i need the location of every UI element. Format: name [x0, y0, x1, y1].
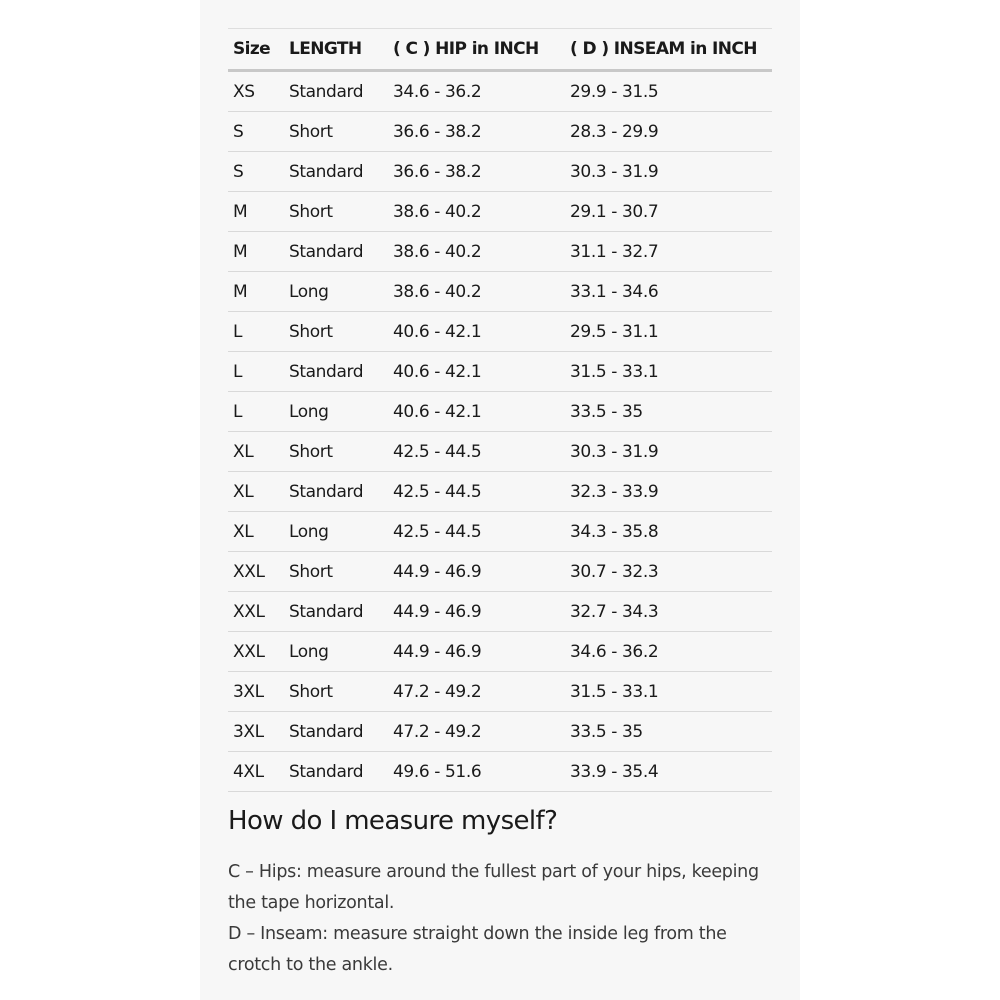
inseam-cell: 30.3 - 31.9	[565, 432, 772, 472]
inseam-cell: 31.5 - 33.1	[565, 352, 772, 392]
inseam-cell: 31.5 - 33.1	[565, 672, 772, 712]
table-row	[228, 272, 772, 312]
size-cell: M	[228, 272, 284, 312]
size-cell: XS	[228, 71, 284, 112]
size-cell: 3XL	[228, 712, 284, 752]
length-cell: Standard	[284, 232, 388, 272]
length-cell: Short	[284, 432, 388, 472]
inseam-cell: 33.5 - 35	[565, 392, 772, 432]
inseam-instruction: D – Inseam: measure straight down the inside leg from the crotch to the ankle.	[228, 924, 727, 975]
length-cell: Standard	[284, 712, 388, 752]
size-chart-table	[228, 28, 772, 792]
measure-instructions	[228, 857, 768, 981]
inseam-cell: 28.3 - 29.9	[565, 112, 772, 152]
size-cell: S	[228, 152, 284, 192]
table-header-row	[228, 29, 772, 71]
table-row	[228, 712, 772, 752]
table-row	[228, 432, 772, 472]
size-cell: XL	[228, 472, 284, 512]
hip-cell: 47.2 - 49.2	[388, 672, 565, 712]
hip-cell: 36.6 - 38.2	[388, 152, 565, 192]
header-size: Size	[228, 29, 284, 71]
hip-cell: 42.5 - 44.5	[388, 432, 565, 472]
table-row	[228, 192, 772, 232]
size-cell: S	[228, 112, 284, 152]
hip-cell: 47.2 - 49.2	[388, 712, 565, 752]
table-row	[228, 312, 772, 352]
table-row	[228, 672, 772, 712]
size-cell: M	[228, 232, 284, 272]
size-cell: XXL	[228, 552, 284, 592]
length-cell: Short	[284, 312, 388, 352]
table-row	[228, 152, 772, 192]
hip-cell: 36.6 - 38.2	[388, 112, 565, 152]
size-cell: XXL	[228, 632, 284, 672]
table-row	[228, 71, 772, 112]
table-row	[228, 512, 772, 552]
measure-section-title: How do I measure myself?	[228, 806, 558, 836]
table-row	[228, 392, 772, 432]
inseam-cell: 32.7 - 34.3	[565, 592, 772, 632]
hip-cell: 44.9 - 46.9	[388, 592, 565, 632]
size-cell: 4XL	[228, 752, 284, 792]
table-row	[228, 112, 772, 152]
hip-cell: 42.5 - 44.5	[388, 472, 565, 512]
hip-cell: 42.5 - 44.5	[388, 512, 565, 552]
inseam-cell: 34.3 - 35.8	[565, 512, 772, 552]
length-cell: Short	[284, 552, 388, 592]
inseam-cell: 29.9 - 31.5	[565, 71, 772, 112]
size-cell: L	[228, 392, 284, 432]
hip-cell: 38.6 - 40.2	[388, 232, 565, 272]
table-row	[228, 632, 772, 672]
size-cell: 3XL	[228, 672, 284, 712]
hip-cell: 40.6 - 42.1	[388, 352, 565, 392]
inseam-cell: 29.5 - 31.1	[565, 312, 772, 352]
length-cell: Long	[284, 392, 388, 432]
inseam-cell: 29.1 - 30.7	[565, 192, 772, 232]
length-cell: Long	[284, 272, 388, 312]
size-cell: XL	[228, 432, 284, 472]
inseam-cell: 31.1 - 32.7	[565, 232, 772, 272]
inseam-cell: 30.3 - 31.9	[565, 152, 772, 192]
inseam-cell: 30.7 - 32.3	[565, 552, 772, 592]
header-length: LENGTH	[284, 29, 388, 71]
inseam-cell: 33.1 - 34.6	[565, 272, 772, 312]
hips-instruction: C – Hips: measure around the fullest part of your hips, keeping the tape horizontal.	[228, 862, 759, 913]
hip-cell: 40.6 - 42.1	[388, 312, 565, 352]
length-cell: Short	[284, 112, 388, 152]
length-cell: Short	[284, 672, 388, 712]
length-cell: Standard	[284, 71, 388, 112]
table-row	[228, 232, 772, 272]
length-cell: Standard	[284, 472, 388, 512]
inseam-cell: 34.6 - 36.2	[565, 632, 772, 672]
hip-cell: 38.6 - 40.2	[388, 192, 565, 232]
size-guide-panel	[200, 0, 800, 1000]
size-cell: XL	[228, 512, 284, 552]
hip-cell: 49.6 - 51.6	[388, 752, 565, 792]
size-cell: L	[228, 352, 284, 392]
length-cell: Long	[284, 632, 388, 672]
hip-cell: 34.6 - 36.2	[388, 71, 565, 112]
length-cell: Short	[284, 192, 388, 232]
length-cell: Long	[284, 512, 388, 552]
length-cell: Standard	[284, 592, 388, 632]
hip-cell: 38.6 - 40.2	[388, 272, 565, 312]
length-cell: Standard	[284, 152, 388, 192]
table-row	[228, 592, 772, 632]
table-row	[228, 752, 772, 792]
size-cell: M	[228, 192, 284, 232]
table-row	[228, 352, 772, 392]
inseam-cell: 33.5 - 35	[565, 712, 772, 752]
inseam-cell: 32.3 - 33.9	[565, 472, 772, 512]
header-inseam: ( D ) INSEAM in INCH	[565, 29, 772, 71]
hip-cell: 40.6 - 42.1	[388, 392, 565, 432]
hip-cell: 44.9 - 46.9	[388, 552, 565, 592]
header-hip: ( C ) HIP in INCH	[388, 29, 565, 71]
size-cell: L	[228, 312, 284, 352]
size-chart-body	[228, 71, 772, 792]
size-cell: XXL	[228, 592, 284, 632]
table-row	[228, 472, 772, 512]
length-cell: Standard	[284, 352, 388, 392]
hip-cell: 44.9 - 46.9	[388, 632, 565, 672]
inseam-cell: 33.9 - 35.4	[565, 752, 772, 792]
table-row	[228, 552, 772, 592]
length-cell: Standard	[284, 752, 388, 792]
